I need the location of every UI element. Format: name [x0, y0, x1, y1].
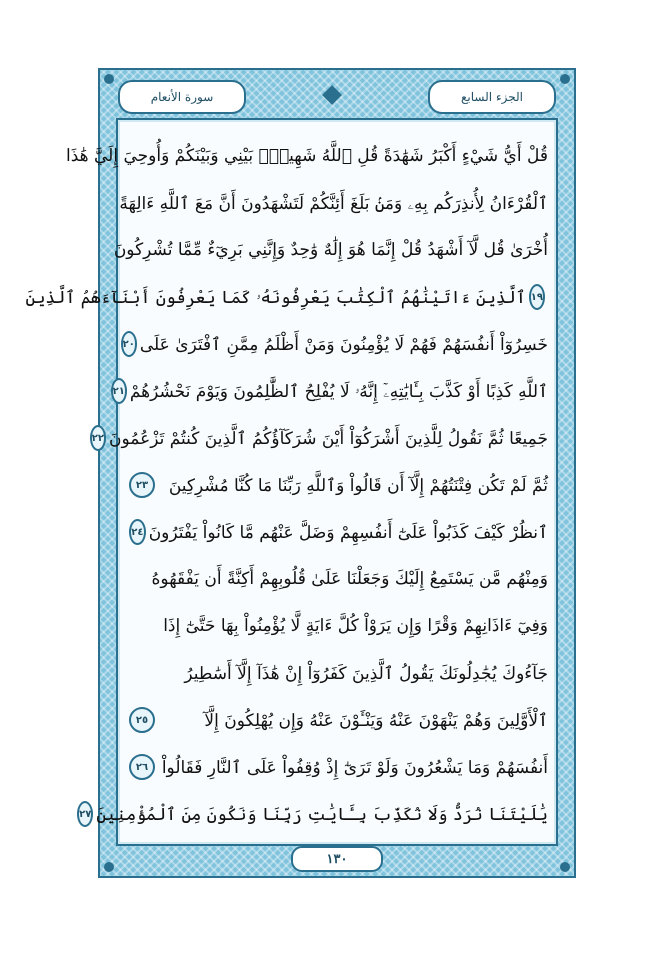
corner-ornament-icon [560, 862, 570, 872]
text-line-2 [119, 183, 548, 223]
page-frame [25, 68, 576, 878]
text-line-11 [126, 606, 548, 646]
line-text: وَمِنْهُم مَّن يَسْتَمِعُ إِلَيْكَ وَجَعَلْنَا عَلَىٰ قُلُوبِهِمْ أَكِنَّةً أَن يَفْقَهُوهُ [151, 569, 548, 589]
line-text: وَفِيٓ ءَاذَانِهِمْ وَقْرًا وَإِن يَرَوْاْ كُلَّ ءَايَةٍ لَّا يُؤْمِنُواْ بِهَا حَتَّىٰٓ إِذَا [163, 616, 548, 636]
line-text: ثُمَّ لَمْ تَكُن فِتْنَتُهُمْ إِلَّآ أَن قَالُواْ وَٱللَّهِ رَبِّنَا مَا كُنَّا مُشْرِكِينَ [168, 475, 548, 496]
line-text: ٱلَّذِينَ ءَاتَيْنَٰهُمُ ٱلْكِتَٰبَ يَعْرِفُونَهُۥ كَمَا يَعْرِفُونَ أَبْنَآءَهُمُ ٱلَّذِينَ [25, 287, 526, 308]
page-number: ١٣٠ [291, 846, 383, 872]
verse-marker: ٢٠ [121, 331, 137, 357]
text-line-7 [91, 418, 548, 458]
line-text: جَمِيعًا ثُمَّ نَقُولُ لِلَّذِينَ أَشْرَكُوٓاْ أَيْنَ شُرَكَآؤُكُمُ ٱلَّذِينَ كُنتُمْ تَزْعُمُونَ [108, 428, 548, 449]
text-line-8 [126, 465, 548, 505]
text-line-9 [126, 512, 548, 552]
verse-marker: ٢١ [111, 378, 127, 404]
verse-marker: ٢٢ [90, 425, 106, 451]
quran-text [25, 136, 548, 834]
text-line-14 [126, 747, 548, 787]
line-text: أُخْرَىٰ قُل لَّآ أَشْهَدُ قُلْ إِنَّمَا هُوَ إِلَٰهٌ وَٰحِدٌ وَإِنَّنِي بَرِيٓءٌ مِّمَّا تُشْرِكُونَ [113, 240, 548, 260]
header-ornament-icon [322, 85, 342, 105]
text-line-12 [126, 653, 548, 693]
text-line-15 [79, 794, 548, 834]
verse-marker: ٢٧ [77, 801, 93, 827]
text-line-13 [126, 700, 548, 740]
text-line-6 [112, 371, 548, 411]
text-panel [25, 118, 558, 846]
verse-marker: ٢٥ [129, 707, 155, 733]
corner-ornament-icon [104, 862, 114, 872]
verse-marker: ١٩ [529, 284, 545, 310]
juz-label: الجزء السابع [428, 80, 556, 114]
text-line-1 [65, 136, 548, 176]
verse-marker: ٢٤ [129, 519, 146, 545]
surah-label: سورة الأنعام [118, 80, 246, 114]
corner-ornament-icon [104, 74, 114, 84]
line-text: ٱنظُرْ كَيْفَ كَذَبُواْ عَلَىٰٓ أَنفُسِهِمْ وَضَلَّ عَنْهُم مَّا كَانُواْ يَفْتَرُونَ [148, 522, 548, 543]
text-line-4 [25, 277, 548, 317]
line-text: ٱلْقُرْءَانُ لِأُنذِرَكُم بِهِۦ وَمَنۢ بَلَغَ أَئِنَّكُمْ لَتَشْهَدُونَ أَنَّ مَعَ ٱللَّهِ ءَالِهَةً [119, 193, 548, 214]
verse-marker: ٢٦ [129, 754, 155, 780]
line-text: ٱللَّهِ كَذِبًا أَوْ كَذَّبَ بِـَٔايَٰتِهِۦٓ إِنَّهُۥ لَا يُفْلِحُ ٱلظَّٰلِمُونَ وَيَوْمَ نَحْشُرُهُمْ [129, 381, 548, 402]
line-text: جَآءُوكَ يُجَٰدِلُونَكَ يَقُولُ ٱلَّذِينَ كَفَرُوٓاْ إِنْ هَٰذَآ إِلَّآ أَسَٰطِيرُ [184, 663, 548, 684]
text-line-5 [122, 324, 548, 364]
line-text: أَنفُسَهُمْ وَمَا يَشْعُرُونَ وَلَوْ تَرَىٰٓ إِذْ وُقِفُواْ عَلَى ٱلنَّارِ فَقَالُواْ [161, 757, 548, 778]
corner-ornament-icon [560, 74, 570, 84]
line-text: ٱلْأَوَّلِينَ وَهُمْ يَنْهَوْنَ عَنْهُ وَيَنْـَٔوْنَ عَنْهُ وَإِن يُهْلِكُونَ إِلَّآ [204, 710, 548, 731]
verse-marker: ٢٣ [129, 472, 155, 498]
line-text: يَٰلَيْتَنَا نُرَدُّ وَلَا نُكَذِّبَ بِـَٔايَٰتِ رَبِّنَا وَنَكُونَ مِنَ ٱلْمُؤْمِنِينَ [96, 804, 548, 825]
text-line-10 [126, 559, 548, 599]
line-text: خَسِرُوٓاْ أَنفُسَهُمْ فَهُمْ لَا يُؤْمِنُونَ وَمَنْ أَظْلَمُ مِمَّنِ ٱفْتَرَىٰ عَلَى [139, 334, 548, 355]
line-text: قُلْ أَيُّ شَيْءٍ أَكْبَرُ شَهَٰدَةً قُلِ ٱللَّهُ شَهِيدُۢ بَيْنِي وَبَيْنَكُمْ وَأُوحِيَ إِلَيَّ هَٰذَا [65, 146, 548, 166]
text-line-3 [113, 230, 548, 270]
